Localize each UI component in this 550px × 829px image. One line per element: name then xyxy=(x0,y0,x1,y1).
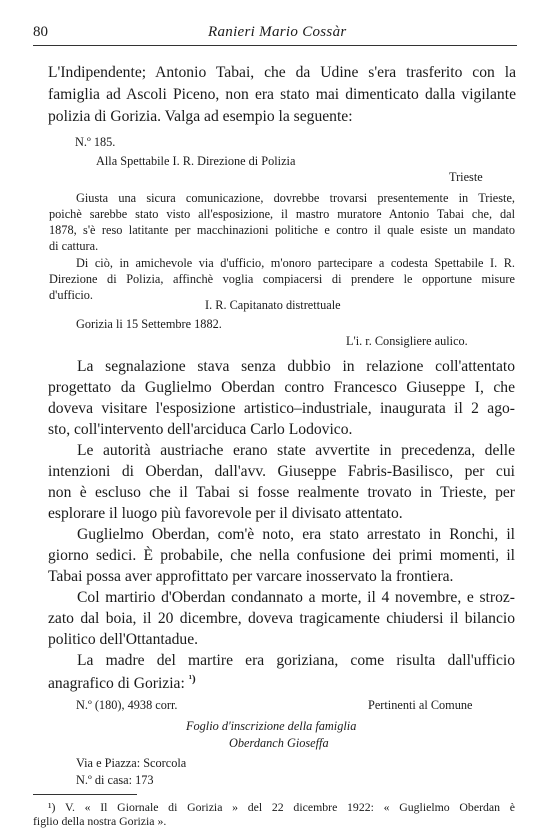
body-line: intenzioni di Oberdan, dall'avv. Giuseppe Fabris-Basilisco, per cui xyxy=(48,463,515,480)
document-text-line: di cattura. xyxy=(49,239,99,253)
body-line-with-footnote xyxy=(48,673,196,693)
body-line: doveva visitare l'esposizione artistico–industriale, inaugurata il 2 ago- xyxy=(48,400,515,417)
page-number: 80 xyxy=(33,24,48,40)
place-date: Gorizia li 15 Settembre 1882. xyxy=(76,317,222,331)
intro-line: polizia di Gorizia. Valga ad esempio la seguente: xyxy=(48,108,353,125)
body-line: non è escluso che il Tabai si fosse realmente trovato in Trieste, per xyxy=(48,484,515,501)
body-line: Le autorità austriache erano state avvertite in precedenza, delle xyxy=(77,442,515,459)
signature-office: I. R. Capitanato distrettuale xyxy=(205,298,341,312)
body-line: Guglielmo Oberdan, com'è noto, era stato arrestato in Ronchi, il xyxy=(77,526,515,543)
registry-pertinence: Pertinenti al Comune xyxy=(368,698,473,712)
intro-line: L'Indipendente; Antonio Tabai, che da Udine s'era trasferito con la xyxy=(48,64,516,81)
body-line: La madre del martire era goriziana, come risulta dall'ufficio xyxy=(77,652,515,669)
running-title: Ranieri Mario Cossàr xyxy=(208,24,347,40)
registry-family-name: Oberdanch Gioseffa xyxy=(229,736,329,750)
document-text-line: 1878, s'è reso latitante per macchinazioni politiche e contro il quale esiste un mandato xyxy=(49,223,515,237)
registry-street: Via e Piazza: Scorcola xyxy=(76,756,187,770)
registry-form-title: Foglio d'inscrizione della famiglia xyxy=(186,719,357,733)
body-line: esplorare il luogo più favorevole per il divisato attentato. xyxy=(48,505,403,522)
document-text-line: Di ciò, in amichevole via d'ufficio, m'onoro partecipare a codesta Spettabile I. R. xyxy=(76,256,515,270)
intro-line: famiglia ad Ascoli Piceno, non era stato mai dimenticato dalla vigilante xyxy=(48,86,516,103)
body-line-text: anagrafico di Gorizia: xyxy=(48,675,185,693)
body-line: sto, coll'intervento dell'arciduca Carlo Lodovico. xyxy=(48,421,353,438)
registry-house-number: N.º di casa: 173 xyxy=(76,773,154,787)
document-text-line: Direzione di Polizia, affinchè voglia compiacersi di prendere le opportune misure xyxy=(49,272,515,286)
document-addressee: Alla Spettabile I. R. Direzione di Polizia xyxy=(96,154,296,168)
registry-number: N.º (180), 4938 corr. xyxy=(76,698,178,712)
document-city: Trieste xyxy=(449,170,483,184)
body-line: La segnalazione stava senza dubbio in relazione coll'attentato xyxy=(77,358,515,375)
document-text-line: d'ufficio. xyxy=(49,288,93,302)
body-line: giorno sedici. È probabile, che nella confusione dei primi momenti, il xyxy=(48,547,515,564)
document-number: N.º 185. xyxy=(75,135,116,149)
signature-title: L'i. r. Consigliere aulico. xyxy=(346,334,468,348)
body-line: Col martirio d'Oberdan condannato a morte, il 4 novembre, e stroz- xyxy=(77,589,515,606)
header-rule xyxy=(33,45,517,46)
document-text-line: poichè sarebbe stato visto all'esposizione, il mastro muratore Antonio Tabai che, dal xyxy=(49,207,515,221)
document-text-line: Giusta una sicura comunicazione, dovrebbe trovarsi presentemente in Trieste, xyxy=(76,191,515,205)
body-line: zato dal boia, il 20 dicembre, doveva tragicamente chiudersi il bilancio xyxy=(48,610,515,627)
footnote-line: figlio della nostra Gorizia ». xyxy=(33,814,167,828)
footnote-line: ¹) V. « Il Giornale di Gorizia » del 22 dicembre 1922: « Guglielmo Oberdan è xyxy=(48,800,515,814)
footnote-marker: ¹) xyxy=(188,673,196,685)
body-line: politico dell'Ottantadue. xyxy=(48,631,199,648)
body-line: Tabai possa aver approfittato per varcare inosservato la frontiera. xyxy=(48,568,454,585)
footnote-rule xyxy=(33,794,137,795)
body-line: progettato da Guglielmo Oberdan contro Francesco Giuseppe I, che xyxy=(48,379,515,396)
